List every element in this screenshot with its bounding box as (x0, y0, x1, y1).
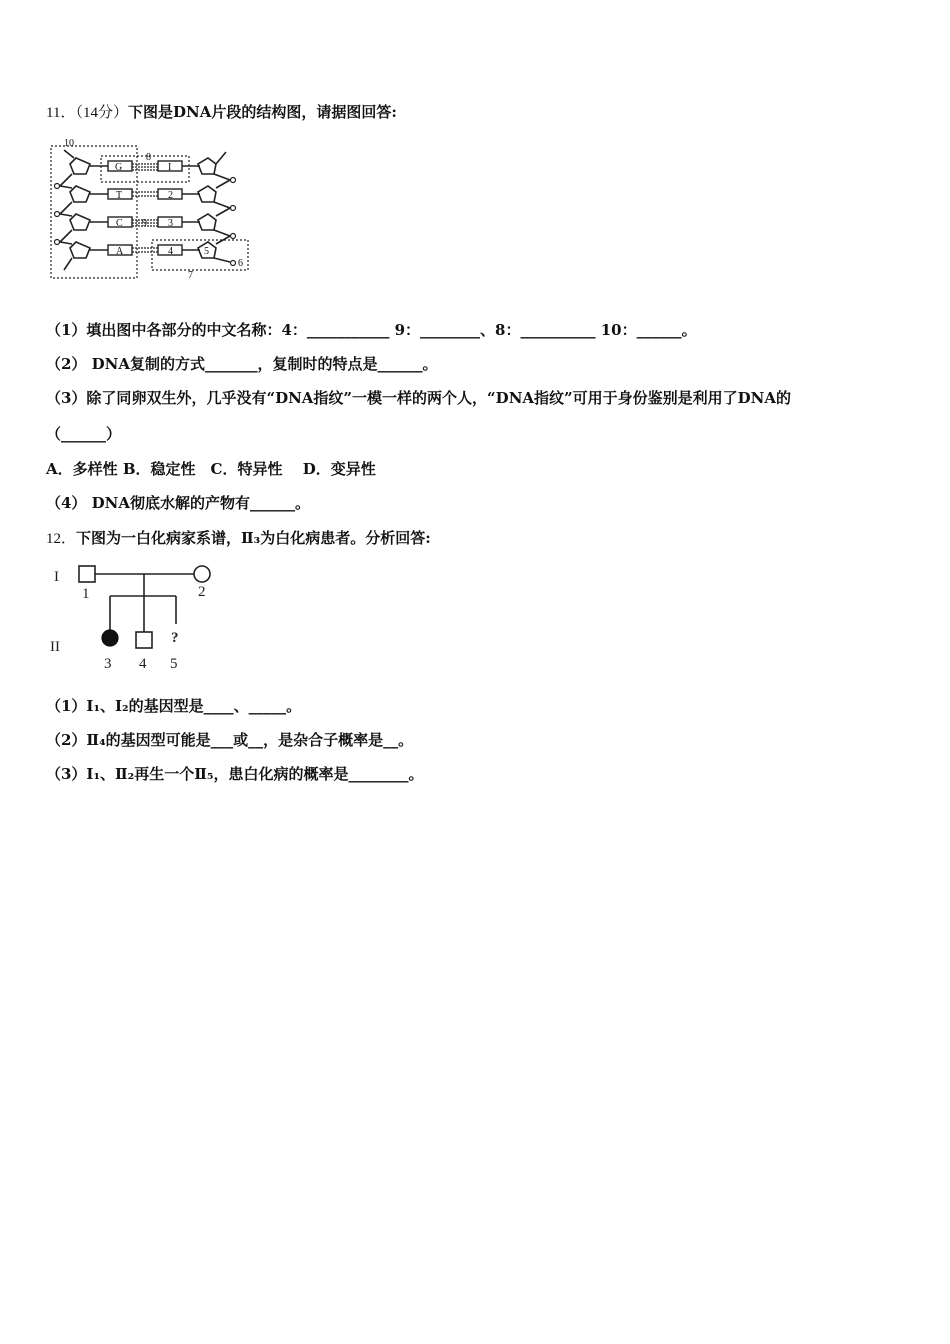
label-6: 6 (238, 258, 243, 269)
q11-sub1: （1）填出图中各部分的中文名称：4：___________ 9：________、8：__________ 10：______。 (46, 321, 697, 339)
label-10: 10 (64, 138, 74, 149)
q11-points: （14分） (75, 105, 128, 121)
pedigree-diagram (46, 560, 226, 676)
label-8: 8 (146, 152, 151, 163)
label-T: T (116, 190, 123, 201)
label-3: 3 (168, 218, 173, 229)
ind1-label: 1 (82, 586, 90, 602)
right-bases (158, 161, 182, 255)
q12-sub1: （1）Ⅰ₁、Ⅰ₂的基因型是____、_____。 (46, 697, 302, 715)
label-I: I (168, 162, 172, 173)
q11-sub4: （4） DNA彻底水解的产物有______。 (46, 494, 311, 512)
dna-structure-diagram (46, 136, 256, 280)
label-7: 7 (188, 270, 193, 280)
hydrogen-bonds (132, 164, 158, 252)
q11-options: A．多样性 B．稳定性 C．特异性 D．变异性 (46, 460, 376, 478)
q11-sub2: （2） DNA复制的方式_______，复制时的特点是______。 (46, 355, 438, 373)
individual-4-male (136, 632, 152, 648)
label-C: C (116, 218, 123, 229)
q12-sub3: （3）Ⅰ₁、Ⅱ₂再生一个Ⅱ₅，患白化病的概率是________。 (46, 765, 424, 783)
label-2: 2 (168, 190, 173, 201)
ind4-label: 4 (139, 656, 147, 672)
individual-1-male (79, 566, 95, 582)
dna-structure-figure (46, 136, 256, 280)
left-bases (108, 161, 132, 255)
individual-2-female (194, 566, 210, 582)
q12-sub2: （2）Ⅱ₄的基因型可能是___或__，是杂合子概率是__。 (46, 731, 414, 749)
q11-sub3a: （3）除了同卵双生外，几乎没有“DNA指纹”一模一样的两个人，“DNA指纹”可用于身份鉴别是利用了DNA的 (46, 389, 792, 407)
q12-stem: 下图为一白化病家系谱，Ⅱ₃为白化病患者。分析回答: (76, 529, 431, 547)
q11-stem: 下图是DNA片段的结构图，请据图回答: (127, 103, 397, 121)
q11-header (46, 102, 397, 123)
pedigree-figure (46, 560, 226, 676)
label-4: 4 (168, 246, 173, 257)
q12-number: 12． (46, 531, 77, 547)
ind5-label: 5 (170, 656, 178, 672)
label-9: 9 (142, 218, 147, 229)
q12-header (46, 528, 431, 549)
label-5: 5 (204, 246, 209, 257)
ind2-label: 2 (198, 584, 206, 600)
ind3-label: 3 (104, 656, 112, 672)
unknown-label: ? (171, 630, 179, 646)
q11-sub3b: （______） (46, 425, 122, 443)
q11-number: 11． (46, 105, 76, 121)
gen-II-label: II (50, 639, 60, 655)
individual-3-affected-female (102, 630, 118, 646)
label-G: G (115, 162, 123, 173)
label-A: A (116, 246, 124, 257)
gen-I-label: I (54, 569, 59, 585)
